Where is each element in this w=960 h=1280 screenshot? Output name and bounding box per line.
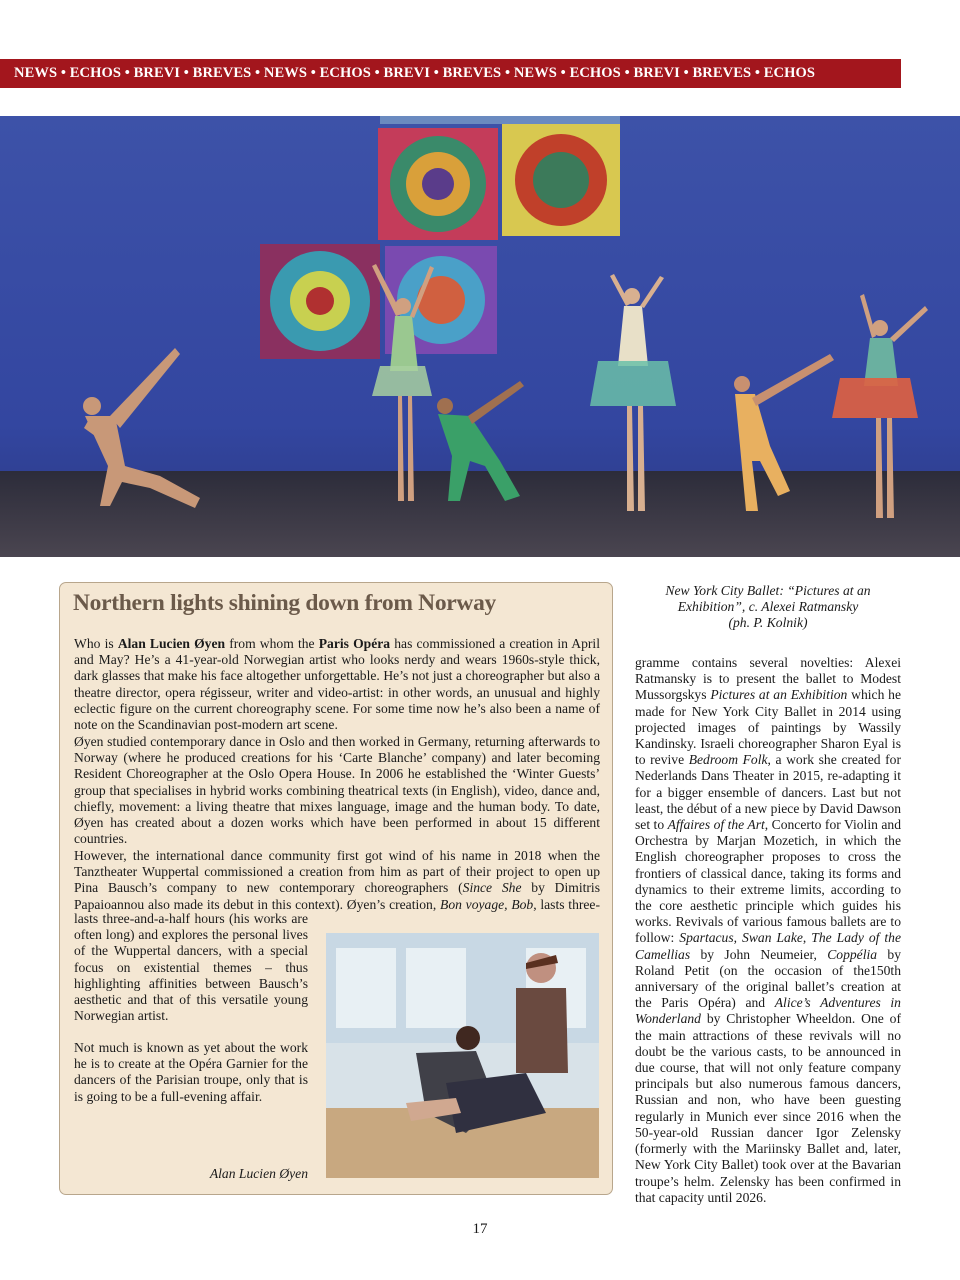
article-paragraph-2: Øyen studied contemporary dance in Oslo and then worked in Germany, returning afterwards to Norway (where he produced creations for his ‘Carte Blanche’ company) and later becoming Resident Choreographer at the Oslo Opera House. In 2006 he established the ‘Winter Guests’ group that specialises in hybrid works combining theatrical texts (in English), video, dance and, chiefly, movement: a living theatre that mixes language, image and the human body. To date, Øyen has created about a dozen works which have been performed in about 15 different countries. — [74, 734, 600, 847]
oyen-rehearsal-photo — [326, 933, 599, 1178]
page-number: 17 — [472, 1221, 488, 1237]
ballet-photo-illustration — [0, 116, 960, 557]
article-paragraph-3: However, the international dance community first got wind of his name in 2018 when the Tanztheater Wuppertal commissioned a creation from him as part of their project to open up Pina Bausch’s company to new contemporary choreographers (Since She by Dimitris Papaioannou also made its debut in this context). Øyen’s creation, Bon voyage, Bob, lasts three- — [74, 848, 600, 912]
right-column-text: gramme contains several novelties: Alexei Ratmansky is to present the ballet to Modest Mussorgskys Pictures at an Exhibition which he made for New York City Ballet in 2014 using projected images of paintings by Wassily Kandinsky. Israeli choreographer Sharon Eyal is to revive Bedroom Folk, a work she created for Nederlands Dans Theater in 2015, re-adapting it for a bigger ensemble of dancers. Last but not least, the début of a new piece by David Dawson set to Affaires of the Art, Concerto for Violin and Orchestra by Marjan Mozetich, in which the English choreographer proposes to cross the frontiers of classical dance, taking its forms and dynamics to their extreme limits, according to the core aesthetic principle which guides his works. Revivals of various famous ballets are to follow: Spartacus, Swan Lake, The Lady of the Camellias by John Neumeier, Coppélia by Roland Petit (on the occasion of the150th anniversary of the original ballet’s creation at the Paris Opéra) and Alice’s Adventures in Wonderland by Christopher Wheeldon. One of the main attractions of these revivals will no doubt be the various casts, to be announced in due course, that will not only feature company principals but also numerous famous dancers, Russian and non, who have been guesting regularly in Munich ever since 2016 when the 50-year-old Russian dancer Igor Zelensky (formerly with the Mariinsky Ballet and, later, New York City Ballet) took over at the Bavarian troupe’s helm. Zelensky has been confirmed in that capacity until 2026. — [635, 655, 902, 1205]
name-alan-lucien-oyen: Alan Lucien Øyen — [117, 636, 226, 651]
ballet-stage-photo — [0, 116, 960, 557]
name-paris-opera: Paris Opéra — [318, 636, 391, 651]
article-paragraph-4: Not much is known as yet about the work he is to create at the Opéra Garnier for the dancers of the Parisian troupe, only that is is going to be a full-evening affair. — [74, 1040, 308, 1104]
article-paragraph-3-continued: lasts three-and-a-half hours (his works are often long) and explores the personal lives of the Wuppertal dancers, with a special focus on existential themes – thus highlighting affinities between Bausch’s aesthetic and that of this versatile young Norwegian artist. — [74, 911, 308, 1024]
inset-photo-caption: Alan Lucien Øyen — [209, 1166, 308, 1181]
section-banner: NEWS • ECHOS • BREVI • BREVES • NEWS • ECHOS • BREVI • BREVES • NEWS • ECHOS • BREVI • BREVES • ECHOS — [0, 59, 901, 88]
article-headline: Northern lights shining down from Norway — [73, 590, 497, 616]
photo-caption: New York City Ballet: “Pictures at an Exhibition”, c. Alexei Ratmansky (ph. P. Kolnik) — [665, 583, 871, 631]
rehearsal-photo-illustration — [326, 933, 599, 1178]
article-paragraph-1: Who is Alan Lucien Øyen from whom the Paris Opéra has commissioned a creation in April and May? He’s a 41-year-old Norwegian artist who looks nerdy and wears 1960s-style thick, dark glasses that make his face altogether unforgettable. He’s not just a choreographer but also a theatre director, opera régisseur, writer and video-artist: in other words, an unusual and highly eclectic figure on the current choreography scene. For some time now he’s also been a name of note on the Scandinavian post-modern art scene. — [74, 636, 600, 733]
